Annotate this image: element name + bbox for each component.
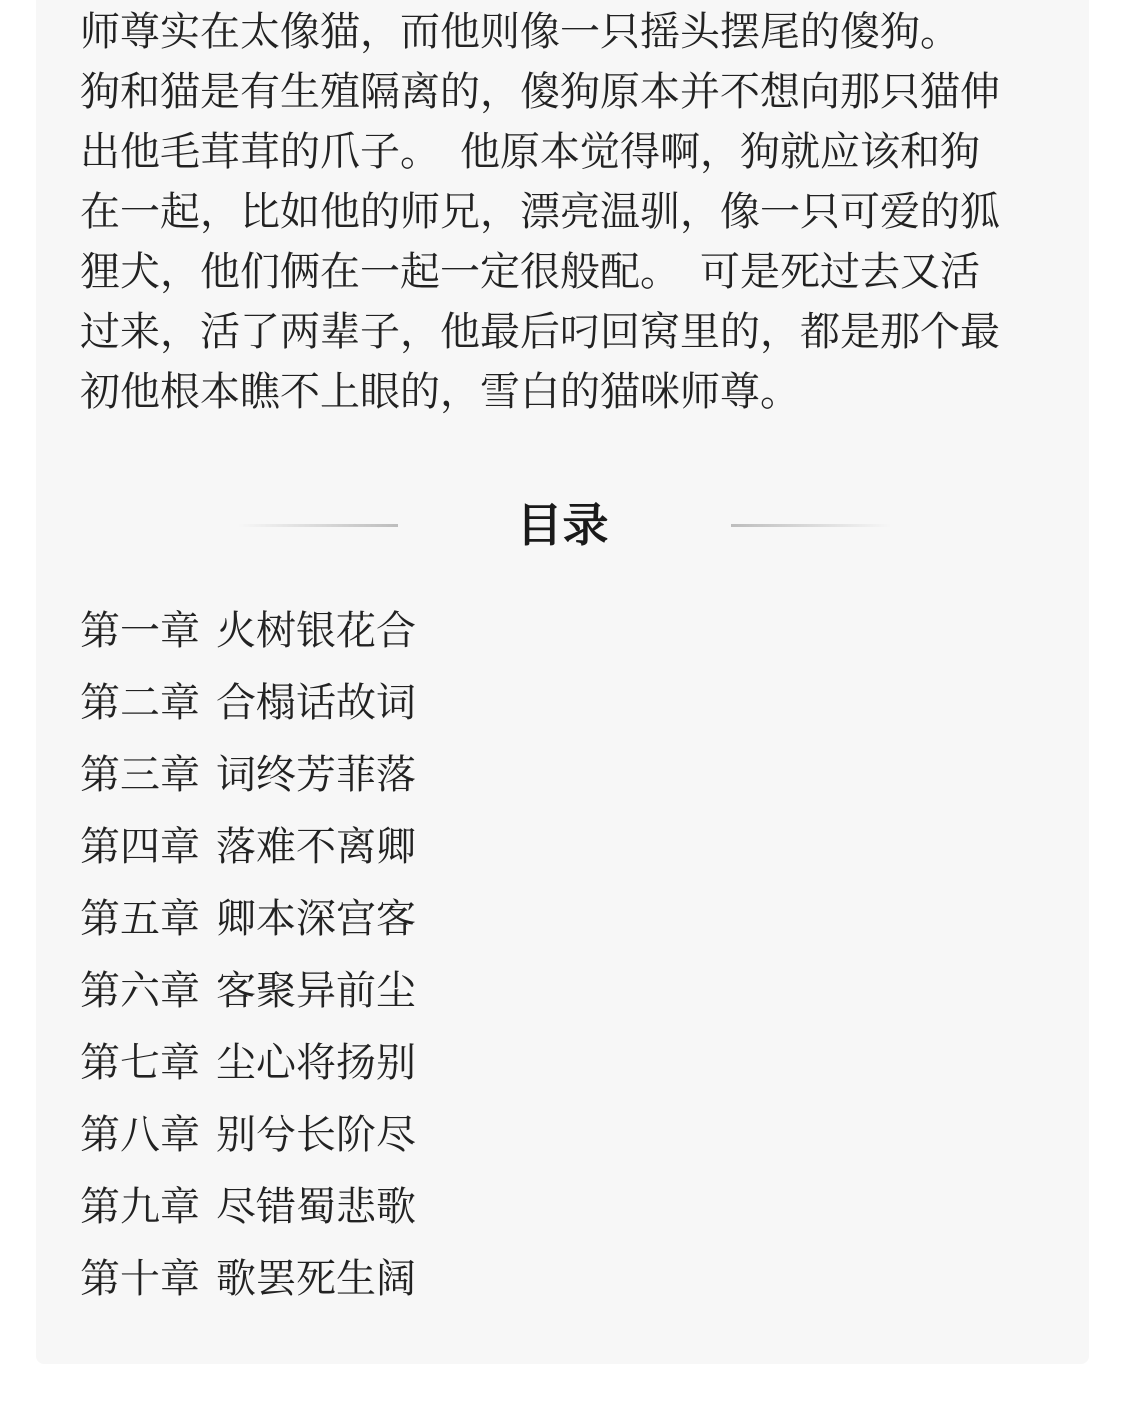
- intro-paragraph: [80, 0, 1046, 422]
- article-card: [36, 0, 1089, 1364]
- toc-divider-right: [731, 524, 891, 527]
- chapter-title: 词终芳菲落: [216, 752, 416, 798]
- chapter-link-5[interactable]: [80, 883, 980, 955]
- chapter-title: 落难不离卿: [216, 824, 416, 870]
- chapter-title: 卿本深宫客: [216, 896, 416, 942]
- chapter-number: 第八章: [80, 1112, 200, 1158]
- intro-line: 狗和猫是有生殖隔离的，傻狗原本并不想向那只猫伸: [80, 69, 1000, 115]
- chapter-link-1[interactable]: [80, 595, 980, 667]
- chapter-title: 火树银花合: [216, 608, 416, 654]
- chapter-title: 客聚异前尘: [216, 968, 416, 1014]
- chapter-link-2[interactable]: [80, 667, 980, 739]
- intro-line: 在一起，比如他的师兄，漂亮温驯，像一只可爱的狐: [80, 189, 1000, 235]
- intro-line: 狸犬，他们俩在一起一定很般配。 可是死过去又活: [80, 249, 980, 295]
- chapter-link-10[interactable]: [80, 1243, 980, 1315]
- chapter-title: 尽错蜀悲歌: [216, 1184, 416, 1230]
- intro-line: 过来，活了两辈子，他最后叼回窝里的，都是那个最: [80, 309, 1000, 355]
- chapter-list: [80, 595, 980, 1315]
- chapter-number: 第十章: [80, 1256, 200, 1302]
- chapter-number: 第二章: [80, 680, 200, 726]
- chapter-link-9[interactable]: [80, 1171, 980, 1243]
- chapter-number: 第六章: [80, 968, 200, 1014]
- chapter-link-6[interactable]: [80, 955, 980, 1027]
- chapter-link-3[interactable]: [80, 739, 980, 811]
- chapter-link-8[interactable]: [80, 1099, 980, 1171]
- chapter-number: 第一章: [80, 608, 200, 654]
- intro-line: 初他根本瞧不上眼的，雪白的猫咪师尊。: [80, 369, 800, 415]
- intro-line: 师尊实在太像猫，而他则像一只摇头摆尾的傻狗。: [80, 9, 960, 55]
- chapter-number: 第七章: [80, 1040, 200, 1086]
- toc-title: 目录: [516, 498, 609, 552]
- chapter-title: 歌罢死生阔: [216, 1256, 416, 1302]
- chapter-number: 第九章: [80, 1184, 200, 1230]
- chapter-number: 第四章: [80, 824, 200, 870]
- chapter-link-7[interactable]: [80, 1027, 980, 1099]
- chapter-title: 合榻话故词: [216, 680, 416, 726]
- chapter-number: 第五章: [80, 896, 200, 942]
- chapter-number: 第三章: [80, 752, 200, 798]
- chapter-title: 尘心将扬别: [216, 1040, 416, 1086]
- intro-line: 出他毛茸茸的爪子。 他原本觉得啊，狗就应该和狗: [80, 129, 980, 175]
- toc-header: [36, 490, 1089, 560]
- chapter-title: 别兮长阶尽: [216, 1112, 416, 1158]
- chapter-link-4[interactable]: [80, 811, 980, 883]
